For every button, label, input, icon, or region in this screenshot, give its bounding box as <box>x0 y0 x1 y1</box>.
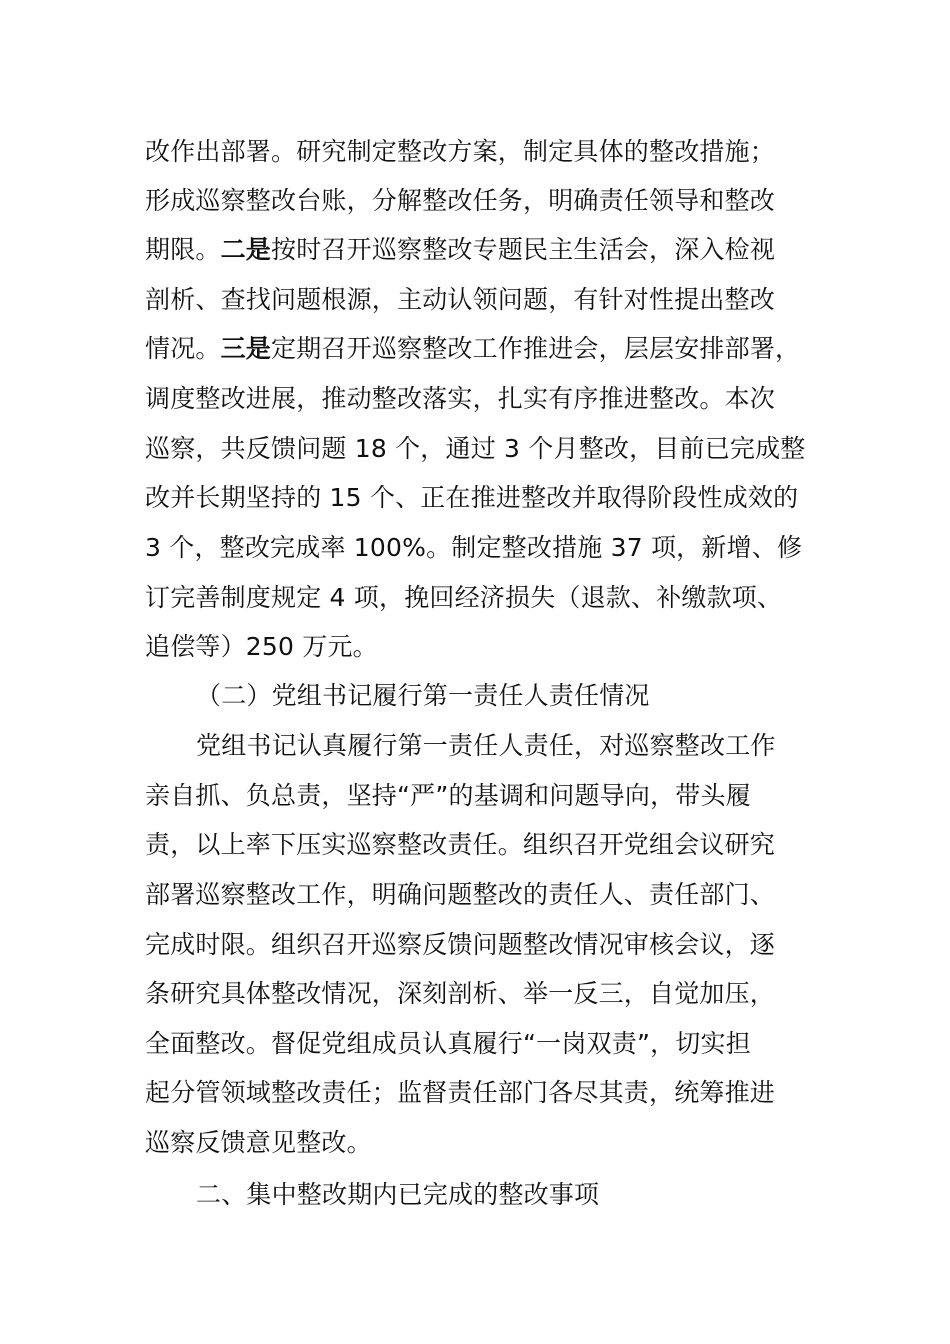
text-run: 期限。 <box>145 235 221 264</box>
text-run: 情况。 <box>145 334 221 363</box>
paragraph-line: 完成时限。组织召开巡察反馈问题整改情况审核会议，逐 <box>145 930 776 959</box>
paragraph-line: 改并长期坚持的 15 个、正在推进整改并取得阶段性成效的 <box>145 483 799 512</box>
paragraph-line: 条研究具体整改情况，深刻剖析、举一反三，自觉加压， <box>145 979 776 1008</box>
paragraph-line: 起分管领域整改责任；监督责任部门各尽其责，统筹推进 <box>145 1078 776 1107</box>
paragraph-line: 亲自抓、负总责，坚持“严”的基调和问题导向，带头履 <box>145 781 751 810</box>
paragraph-line: 责，以上率下压实巡察整改责任。组织召开党组会议研究 <box>145 830 776 859</box>
paragraph-line <box>145 225 825 275</box>
paragraph-line: 形成巡察整改台账，分解整改任务，明确责任领导和整改 <box>145 186 776 215</box>
paragraph-line <box>145 324 825 374</box>
bold-marker-third: 三是 <box>220 334 272 363</box>
paragraph-line: 巡察，共反馈问题 18 个，通过 3 个月整改，目前已完成整 <box>145 434 806 463</box>
text-run: 定期召开巡察整改工作推进会，层层安排部署， <box>271 334 801 363</box>
paragraph-line: 剖析、查找问题根源，主动认领问题，有针对性提出整改 <box>145 285 776 314</box>
paragraph-line: 党组书记认真履行第一责任人责任，对巡察整改工作 <box>196 731 776 760</box>
paragraph-line: 3 个，整改完成率 100%。制定整改措施 37 项，新增、修 <box>145 533 803 562</box>
paragraph-line: 全面整改。督促党组成员认真履行“一岗双责”，切实担 <box>145 1029 751 1058</box>
paragraph-line: 追偿等）250 万元。 <box>145 632 378 661</box>
paragraph-line: 调度整改进展，推动整改落实，扎实有序推进整改。本次 <box>145 384 776 413</box>
bold-marker-second: 二是 <box>220 235 272 264</box>
section-heading: 二、集中整改期内已完成的整改事项 <box>196 1180 600 1209</box>
section-heading: （二）党组书记履行第一责任人责任情况 <box>196 681 650 710</box>
paragraph-line: 部署巡察整改工作，明确问题整改的责任人、责任部门、 <box>145 880 776 909</box>
paragraph-line: 巡察反馈意见整改。 <box>145 1128 372 1157</box>
text-run: 按时召开巡察整改专题民主生活会，深入检视 <box>271 235 776 264</box>
paragraph-line: 订完善制度规定 4 项，挽回经济损失（退款、补缴款项、 <box>145 583 783 612</box>
paragraph-line: 改作出部署。研究制定整改方案，制定具体的整改措施； <box>145 137 776 166</box>
